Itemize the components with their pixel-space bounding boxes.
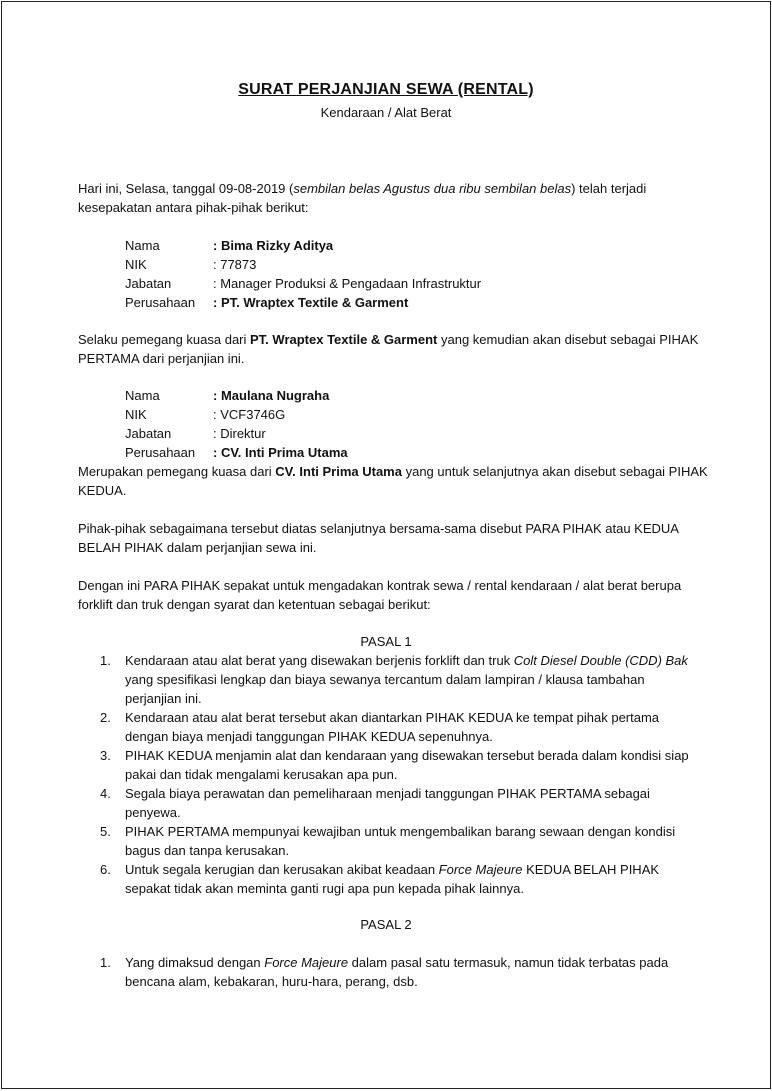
document-page — [1, 1, 771, 1089]
list-text: PIHAK PERTAMA mempunyai kewajiban untuk mengembalikan barang sewaan dengan kondisi bagus dan tanpa kerusakan. — [125, 824, 676, 858]
party1-row-name — [125, 236, 685, 255]
party1-value: : Bima Rizky Aditya — [213, 238, 334, 253]
party1-label: Jabatan — [125, 276, 172, 291]
party1-details — [125, 236, 685, 312]
list-text: Untuk segala kerugian dan kerusakan akibat keadaan — [125, 862, 439, 877]
party1-desc-text-end: yang kemudian akan disebut sebagai PIHAK PERTAMA dari perjanjian ini. — [78, 332, 699, 366]
list-number: 5. — [100, 824, 111, 839]
party2-value: : CV. Inti Prima Utama — [213, 445, 348, 460]
intro-date-words: sembilan belas Agustus dua ribu sembilan belas — [293, 181, 572, 196]
party2-value: : Direktur — [213, 426, 266, 441]
party2-description — [78, 462, 708, 500]
party2-row-perusahaan — [125, 443, 685, 462]
document-title: SURAT PERJANJIAN SEWA (RENTAL) — [238, 81, 534, 98]
list-number: 2. — [100, 710, 111, 725]
party1-row-jabatan — [125, 274, 685, 293]
list-item — [78, 822, 703, 860]
intro-text: Hari ini, Selasa, tanggal 09-08-2019 ( — [78, 181, 294, 196]
party2-details — [125, 386, 685, 462]
list-text: Kendaraan atau alat berat yang disewakan berjenis forklift dan truk — [125, 653, 514, 668]
list-text: Kendaraan atau alat berat tersebut akan diantarkan PIHAK KEDUA ke tempat pihak pertama dengan biaya menjadi tanggungan PIHAK KEDUA sepenuhnya. — [125, 710, 660, 744]
party2-desc-text-end: yang untuk selanjutnya akan disebut sebagai PIHAK KEDUA. — [78, 464, 708, 498]
party1-label: NIK — [125, 257, 147, 272]
list-number: 3. — [100, 748, 111, 763]
party2-label: NIK — [125, 407, 147, 422]
list-item — [78, 784, 703, 822]
list-italic: Colt Diesel Double (CDD) Bak — [513, 653, 688, 668]
intro-text-end: ) telah terjadi kesepakatan antara pihak-pihak berikut: — [78, 181, 647, 215]
list-text-end: yang spesifikasi lengkap dan biaya sewanya tercantum dalam lampiran / klausa tambahan perjanjian ini. — [125, 672, 645, 706]
list-item — [78, 651, 703, 708]
party1-desc-text: Selaku pemegang kuasa dari — [78, 332, 251, 347]
party1-value: : 77873 — [213, 257, 257, 272]
list-italic: Force Majeure — [264, 955, 349, 970]
para-sepakat-paragraph: Dengan ini PARA PIHAK sepakat untuk mengadakan kontrak sewa / rental kendaraan / alat berat berupa forklift dan truk dengan syarat dan ketentuan sebagai berikut: — [78, 578, 682, 612]
list-number: 1. — [100, 653, 111, 668]
pasal2-heading: PASAL 2 — [360, 917, 412, 932]
party1-desc-company: PT. Wraptex Textile & Garment — [250, 332, 438, 347]
party2-label: Perusahaan — [125, 445, 196, 460]
pasal1-list — [78, 651, 703, 898]
party1-description — [78, 330, 708, 368]
list-item — [78, 860, 703, 898]
party1-row-nik — [125, 255, 685, 274]
pasal2-list — [78, 953, 703, 991]
party2-row-jabatan — [125, 424, 685, 443]
party2-value: : Maulana Nugraha — [213, 388, 330, 403]
list-item — [78, 953, 703, 991]
list-number: 6. — [100, 862, 111, 877]
para-pihak-paragraph: Pihak-pihak sebagaimana tersebut diatas selanjutnya bersama-sama disebut PARA PIHAK atau KEDUA BELAH PIHAK dalam perjanjian sewa ini. — [78, 521, 679, 555]
party2-label: Nama — [125, 388, 160, 403]
party2-label: Jabatan — [125, 426, 172, 441]
party1-value: : PT. Wraptex Textile & Garment — [213, 295, 409, 310]
party1-value: : Manager Produksi & Pengadaan Infrastruktur — [213, 276, 482, 291]
list-text: Yang dimaksud dengan — [125, 955, 265, 970]
party2-row-name — [125, 386, 685, 405]
party1-label: Perusahaan — [125, 295, 196, 310]
party2-desc-company: CV. Inti Prima Utama — [275, 464, 402, 479]
list-text: Segala biaya perawatan dan pemeliharaan menjadi tanggungan PIHAK PERTAMA sebagai penyewa. — [125, 786, 650, 820]
intro-paragraph — [78, 179, 708, 217]
party2-value: : VCF3746G — [213, 407, 286, 422]
party1-label: Nama — [125, 238, 160, 253]
list-item — [78, 708, 703, 746]
party2-row-nik — [125, 405, 685, 424]
party2-desc-text: Merupakan pemegang kuasa dari — [78, 464, 276, 479]
list-text-end: KEDUA BELAH PIHAK sepakat tidak akan meminta ganti rugi apa pun kepada pihak lainnya. — [125, 862, 660, 896]
list-number: 1. — [100, 955, 111, 970]
list-item — [78, 746, 703, 784]
pasal1-heading: PASAL 1 — [360, 634, 412, 649]
list-italic: Force Majeure — [438, 862, 523, 877]
list-number: 4. — [100, 786, 111, 801]
list-text-end: dalam pasal satu termasuk, namun tidak terbatas pada bencana alam, kebakaran, huru-hara, perang, dsb. — [125, 955, 669, 989]
list-text: PIHAK KEDUA menjamin alat dan kendaraan yang disewakan tersebut berada dalam kondisi siap pakai dan tidak mengalami kerusakan apa pun. — [125, 748, 689, 782]
party1-row-perusahaan — [125, 293, 685, 312]
document-subtitle: Kendaraan / Alat Berat — [320, 105, 452, 120]
